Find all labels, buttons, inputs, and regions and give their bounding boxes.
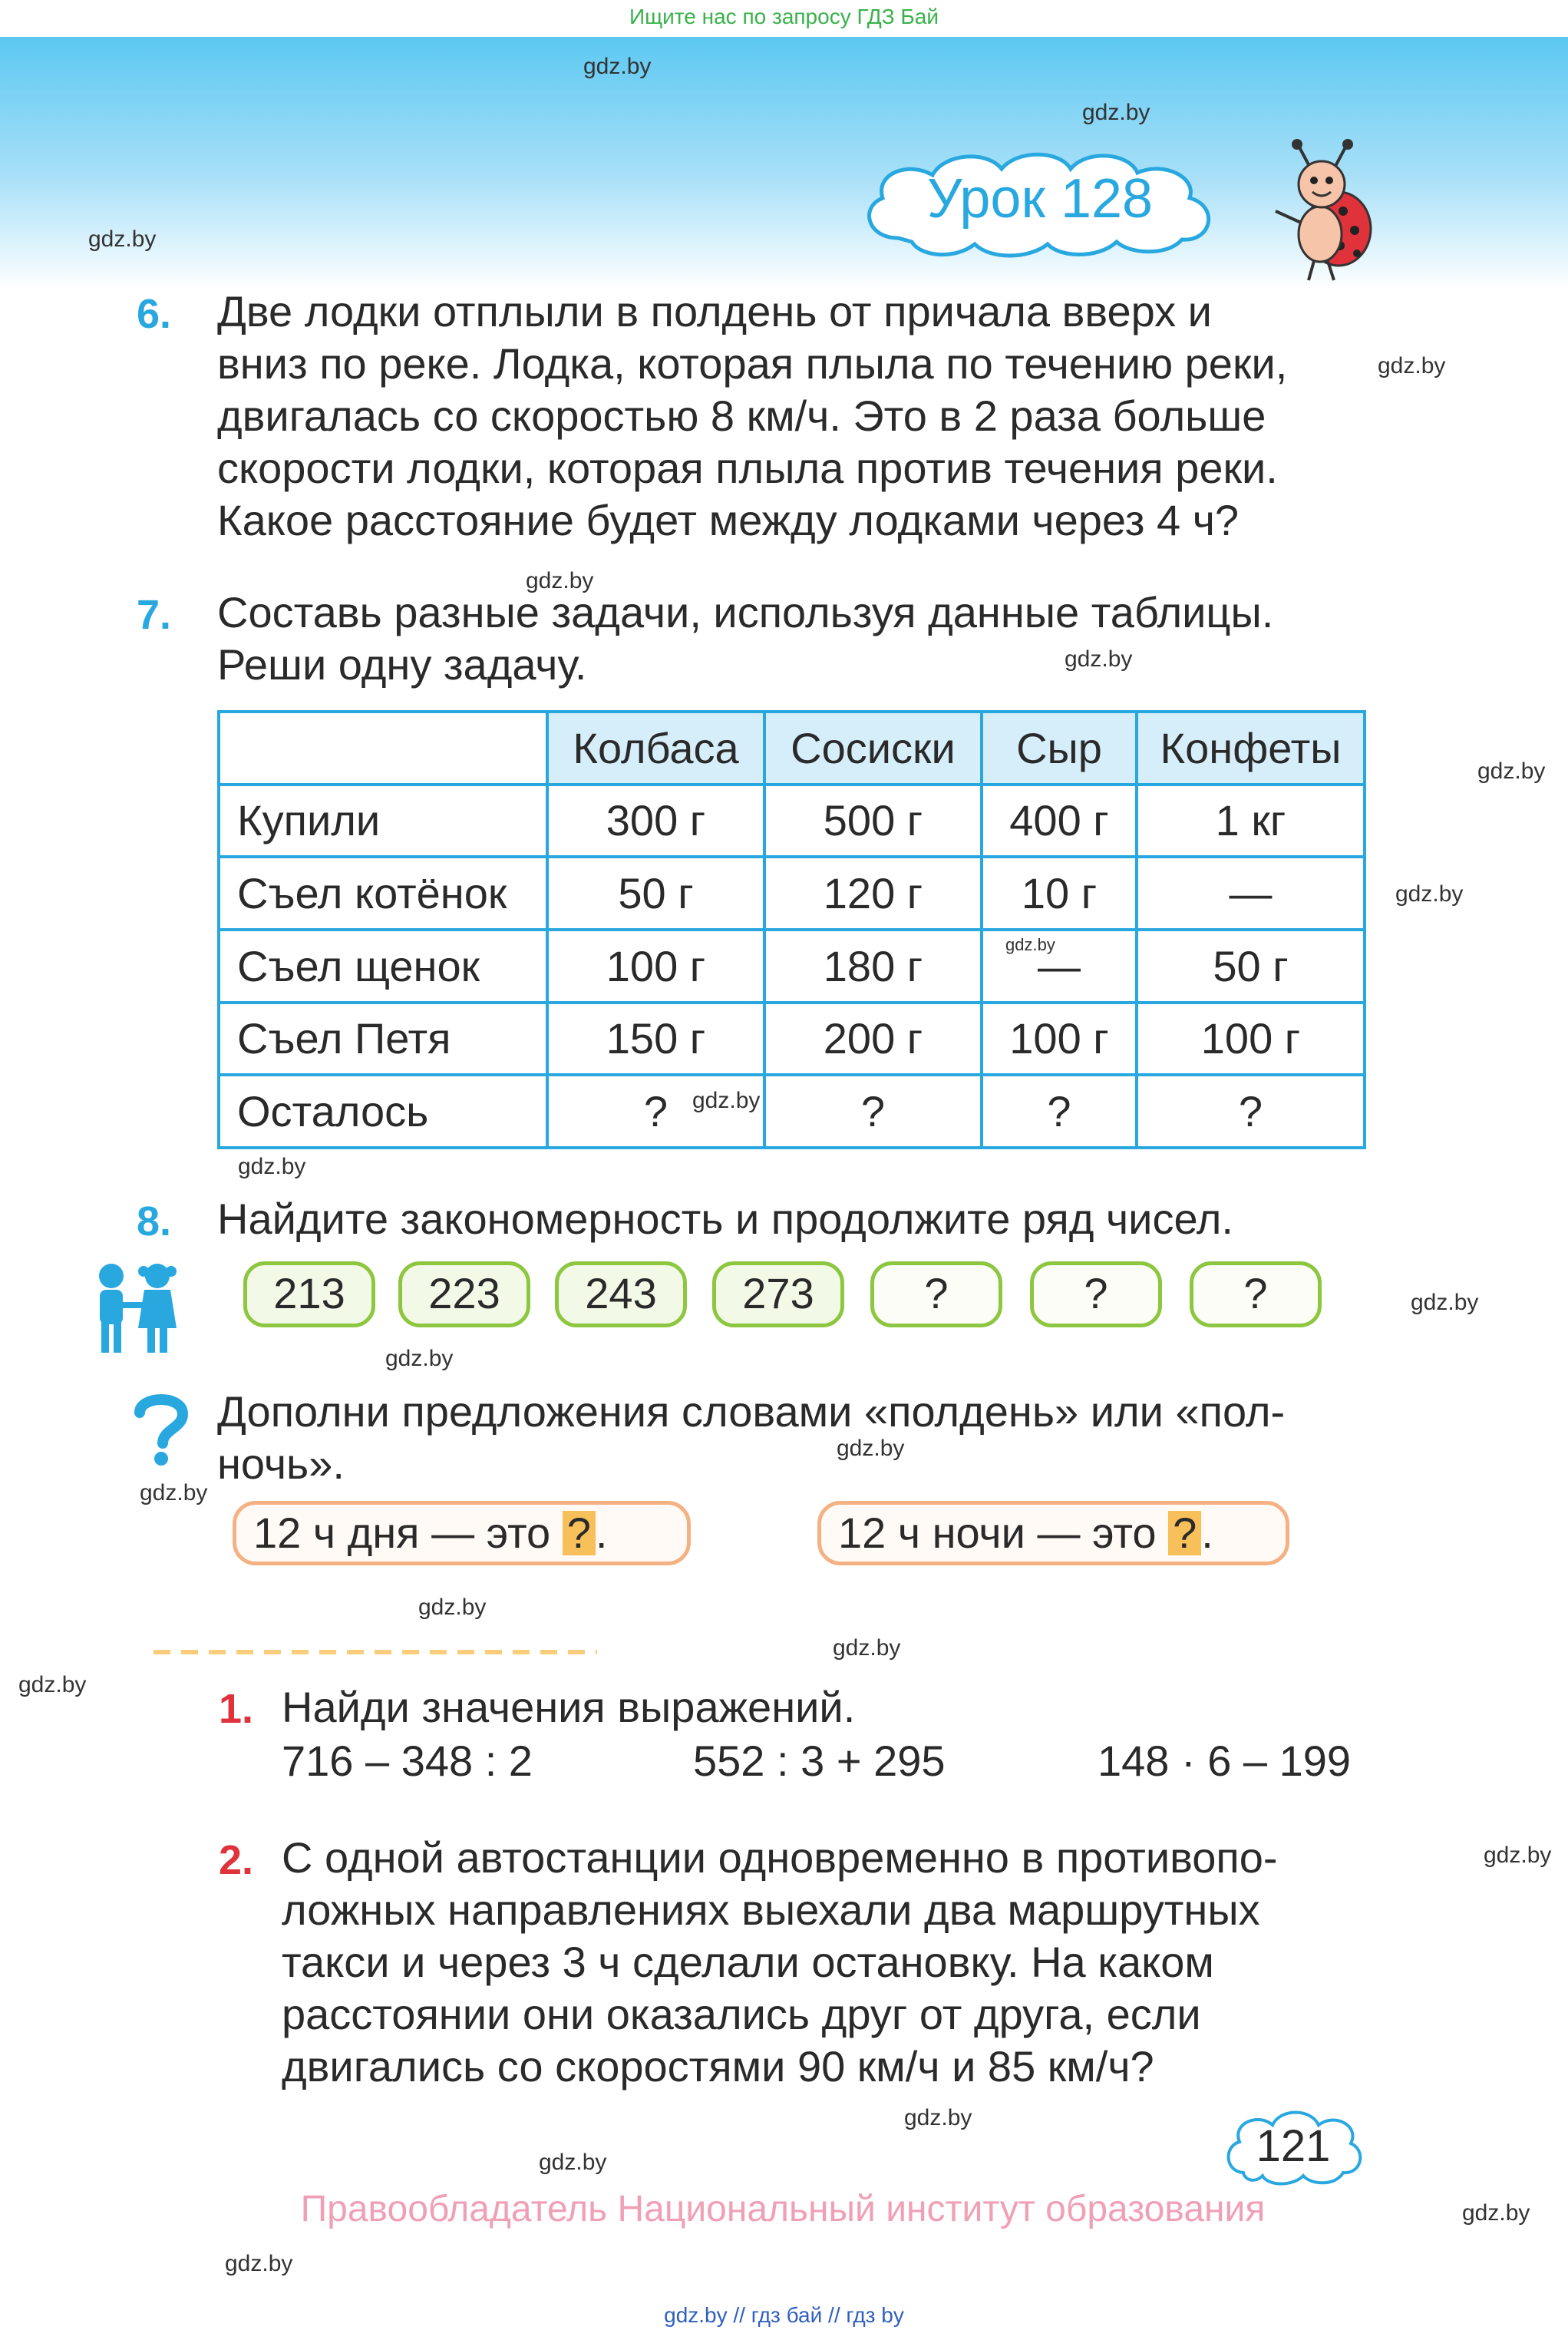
question-mark-icon: [130, 1390, 192, 1466]
sequence-blank[interactable]: ?: [1030, 1261, 1162, 1327]
table-cell: 50 г: [547, 857, 764, 930]
expression: 716 – 348 : 2: [282, 1737, 533, 1785]
ladybug-mascot-icon: [1266, 138, 1381, 284]
sequence-number: 213: [243, 1261, 375, 1327]
sequence-blank[interactable]: ?: [870, 1261, 1002, 1327]
sequence-number: 273: [712, 1261, 844, 1327]
text-line: Две лодки отплыли в полдень от причала вверх и: [217, 287, 1212, 335]
table-cell: 100 г: [1137, 1003, 1365, 1076]
watermark: gdz.by: [1411, 1290, 1479, 1315]
task-number: 6.: [137, 291, 172, 337]
text-line: ночь».: [217, 1439, 345, 1488]
watermark: gdz.by: [526, 568, 594, 593]
table-cell: 1 кг: [1137, 785, 1365, 858]
watermark: gdz.by: [418, 1595, 487, 1620]
text-line: ложных направлениях выехали два маршрутных: [282, 1886, 1260, 1934]
watermark: gdz.by: [18, 1672, 87, 1697]
homework-number: 2.: [219, 1837, 254, 1883]
table-cell: ?: [764, 1075, 982, 1148]
sequence-number: 223: [398, 1261, 530, 1327]
table-cell: 500 г: [764, 785, 982, 858]
watermark: gdz.by: [1065, 646, 1133, 672]
watermark: gdz.by: [140, 1480, 208, 1505]
search-hint-bar[interactable]: Ищите нас по запросу ГДЗ Бай: [629, 5, 939, 28]
watermark: gdz.by: [904, 2105, 972, 2130]
table-row: [219, 1075, 1365, 1148]
task-number: 8.: [137, 1198, 172, 1244]
table-cell: 180 г: [764, 930, 982, 1003]
watermark: gdz.by: [833, 1635, 901, 1661]
table-cell: 50 г: [1137, 930, 1365, 1003]
table-row: [219, 930, 1365, 1003]
text-line: двигалась со скоростью 8 км/ч. Это в 2 раза больше: [217, 392, 1266, 440]
table-header-cell: Сосиски: [764, 712, 982, 785]
watermark: gdz.by: [1477, 759, 1546, 784]
table-cell: ?: [1137, 1075, 1365, 1148]
sequence-blank[interactable]: ?: [1190, 1261, 1322, 1327]
table-row-label: Купили: [219, 785, 547, 858]
table-cell: —: [1137, 857, 1365, 930]
sentence-end: .: [595, 1509, 608, 1557]
sentence-noon: [233, 1501, 691, 1565]
task8-text: Найдите закономерность и продолжите ряд чисел.: [217, 1195, 1233, 1243]
watermark: gdz.by: [692, 1088, 761, 1113]
table-cell: 150 г: [547, 1003, 764, 1076]
watermark: gdz.by: [88, 226, 157, 252]
text-line: вниз по реке. Лодка, которая плыла по течению реки,: [217, 339, 1288, 388]
table-cell: 400 г: [982, 785, 1137, 858]
table-header-cell: Сыр: [982, 712, 1137, 785]
table-cell: —: [982, 930, 1137, 1003]
page-number: 121: [1256, 2121, 1331, 2171]
task-number: 7.: [137, 592, 172, 638]
table-row: [219, 785, 1365, 858]
watermark: gdz.by: [539, 2150, 607, 2175]
footer-links[interactable]: gdz.by // гдз бай // гдз by: [664, 2303, 904, 2327]
watermark: gdz.by: [1378, 353, 1446, 378]
text-line: расстоянии они оказались друг от друга, если: [282, 1990, 1201, 2038]
table-cell: 10 г: [982, 857, 1137, 930]
watermark: gdz.by: [1484, 1843, 1552, 1868]
sentence-text: 12 ч дня — это: [253, 1509, 563, 1557]
table-cell: 100 г: [982, 1003, 1137, 1076]
food-table: [217, 710, 1366, 1149]
sentence-text: 12 ч ночи — это: [838, 1509, 1169, 1557]
table-header-cell: [219, 712, 547, 785]
watermark: gdz.by: [837, 1436, 905, 1461]
watermark: gdz.by: [583, 54, 652, 79]
sentence-midnight: [817, 1501, 1289, 1565]
expression: 148 · 6 – 199: [1098, 1737, 1352, 1785]
copyright-notice: Правообладатель Национальный институт образования: [300, 2189, 1266, 2229]
text-line: Какое расстояние будет между лодками через 4 ч?: [217, 496, 1240, 544]
table-cell: 120 г: [764, 857, 982, 930]
table-cell: 100 г: [547, 930, 764, 1003]
table-cell: ?: [547, 1075, 764, 1148]
watermark: gdz.by: [1395, 881, 1464, 907]
question-text: [217, 1386, 1361, 1490]
lesson-title: Урок 128: [926, 168, 1154, 230]
table-cell: 300 г: [547, 785, 764, 858]
watermark: gdz.by: [385, 1346, 454, 1371]
text-line: двигались со скоростями 90 км/ч и 85 км/ч?: [282, 2042, 1154, 2090]
watermark: gdz.by: [225, 2251, 293, 2276]
text-line: Дополни предложения словами «полдень» или «пол-: [217, 1387, 1286, 1436]
answer-blank[interactable]: ?: [1168, 1511, 1201, 1555]
table-row: [219, 857, 1365, 930]
watermark: gdz.by: [1005, 935, 1055, 954]
table-header-cell: Конфеты: [1137, 712, 1365, 785]
homework-number: 1.: [219, 1686, 254, 1732]
answer-blank[interactable]: ?: [563, 1511, 596, 1555]
table-cell: ?: [982, 1075, 1137, 1148]
text-line: скорости лодки, которая плыла против течения реки.: [217, 444, 1278, 492]
table-row-label: Осталось: [219, 1075, 547, 1148]
table-cell: 200 г: [764, 1003, 982, 1076]
text-line: такси и через 3 ч сделали остановку. На каком: [282, 1938, 1214, 1986]
watermark: gdz.by: [1462, 2200, 1530, 2226]
text-line: С одной автостанции одновременно в противопо-: [282, 1833, 1278, 1882]
task7-text: [217, 587, 1361, 691]
expression: 552 : 3 + 295: [693, 1737, 946, 1785]
homework1-text: Найди значения выражений.: [282, 1683, 856, 1731]
table-row-label: Съел котёнок: [219, 857, 547, 930]
homework2-text: [282, 1832, 1364, 2093]
table-header-cell: Колбаса: [547, 712, 764, 785]
table-row: [219, 1003, 1365, 1076]
text-line: Составь разные задачи, используя данные таблицы.: [217, 588, 1274, 636]
text-line: Реши одну задачу.: [217, 640, 587, 689]
table-header-row: [219, 712, 1365, 785]
sentence-end: .: [1201, 1509, 1213, 1557]
task6-text: [217, 286, 1361, 547]
watermark: gdz.by: [1082, 100, 1150, 125]
table-row-label: Съел щенок: [219, 930, 547, 1003]
children-icon: [84, 1259, 184, 1359]
watermark: gdz.by: [238, 1154, 306, 1179]
sequence-number: 243: [555, 1261, 687, 1327]
table-row-label: Съел Петя: [219, 1003, 547, 1076]
